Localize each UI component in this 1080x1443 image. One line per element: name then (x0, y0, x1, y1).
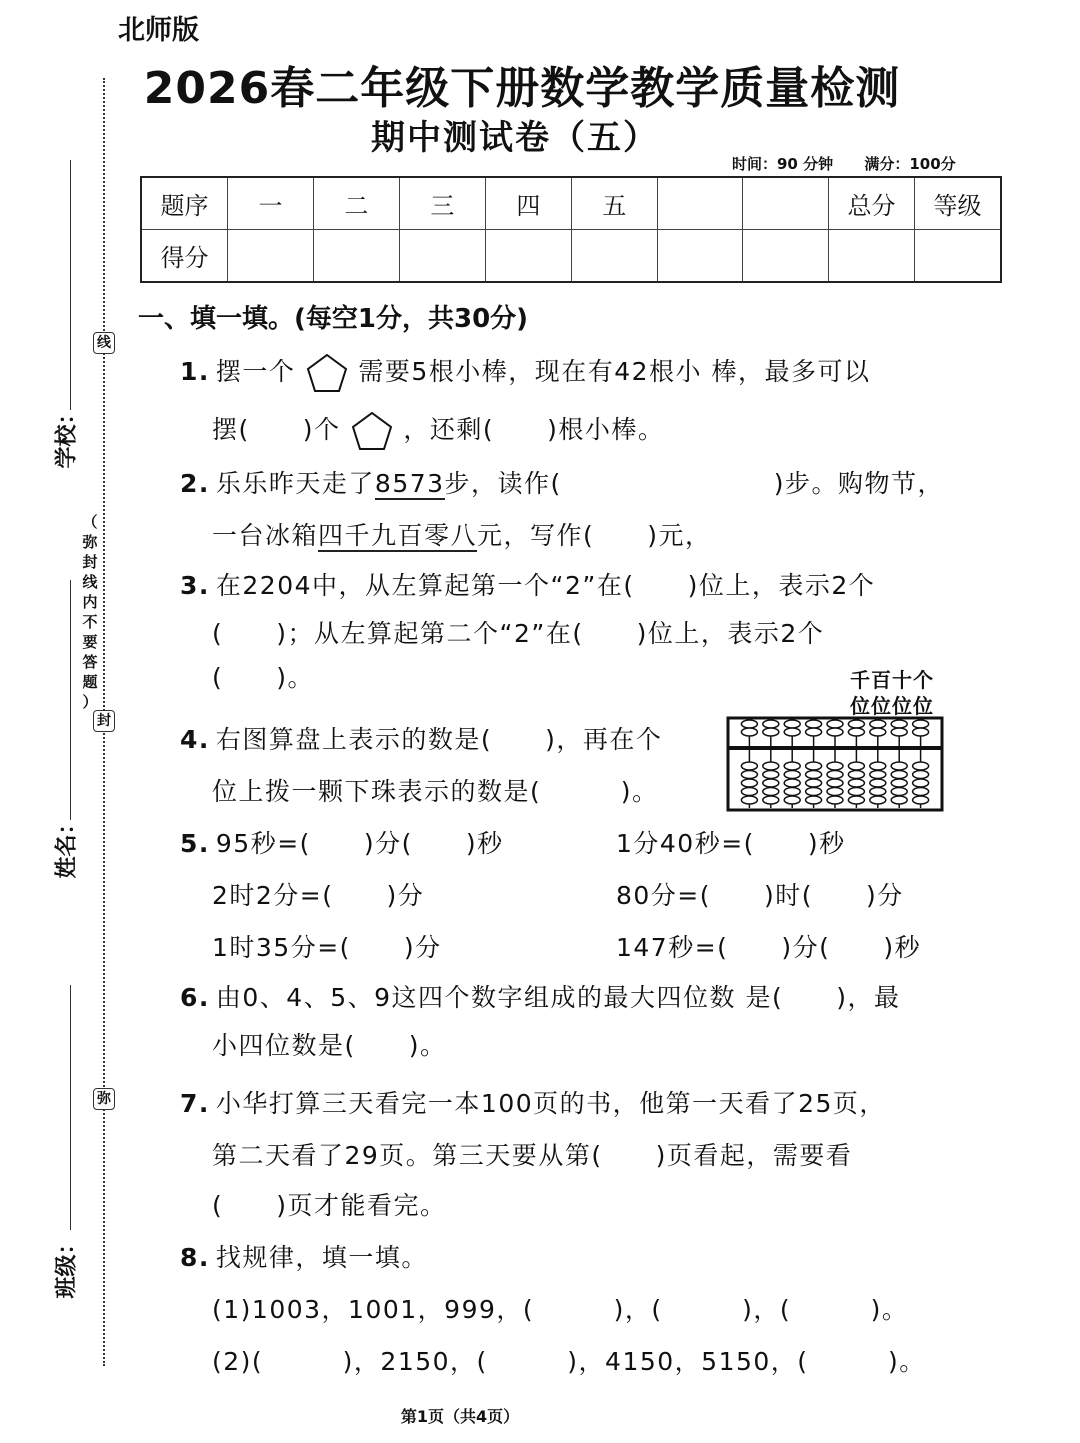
abacus-lower-bead (806, 788, 822, 796)
abacus-lower-bead (827, 788, 843, 796)
edition-label: 北师版 (118, 15, 199, 46)
table-cell: 一 (227, 177, 313, 230)
abacus-lower-bead (848, 796, 864, 804)
abacus-lower-bead (741, 788, 757, 796)
abacus-upper-bead (763, 720, 779, 728)
score-input-cell[interactable] (743, 230, 829, 283)
table-cell: 四 (485, 177, 571, 230)
exam-time: 时间：90 分钟 (732, 155, 834, 173)
table-cell: 等级 (914, 177, 1001, 230)
question-5-line-1: 5. 95秒=( )分( )秒 (180, 829, 504, 858)
binding-mark-feng: 封 (93, 710, 115, 732)
question-5-right-2: 80分=( )时( )分 (616, 881, 904, 910)
abacus-lower-bead (784, 762, 800, 770)
score-table-score-row (141, 230, 1001, 283)
question-8-line-3: (2)( )，2150，( )，4150，5150，( )。 (212, 1347, 926, 1376)
question-8-line-1: 8. 找规律，填一填。 (180, 1243, 428, 1272)
abacus-lower-bead (913, 762, 929, 770)
question-3-line-1: 3. 在2204中，从左算起第一个“2”在( )位上，表示2个 (180, 571, 876, 600)
abacus-lower-bead (848, 779, 864, 787)
abacus-lower-bead (891, 779, 907, 787)
table-cell: 总分 (828, 177, 914, 230)
question-1-line-2: 摆( )个 ，还剩( )根小棒。 (212, 410, 664, 452)
abacus-upper-bead (827, 720, 843, 728)
abacus-lower-bead (891, 788, 907, 796)
abacus-lower-bead (784, 771, 800, 779)
class-write-line (70, 985, 71, 1230)
pentagon-icon (350, 410, 394, 452)
abacus-lower-bead (848, 771, 864, 779)
abacus-lower-bead (870, 779, 886, 787)
abacus-lower-bead (848, 788, 864, 796)
class-label: 班级： (54, 1232, 80, 1299)
exam-meta (732, 153, 982, 174)
abacus-lower-bead (741, 762, 757, 770)
abacus-lower-bead (806, 762, 822, 770)
question-7-line-3: ( )页才能看完。 (212, 1191, 447, 1220)
question-7-line-1: 7. 小华打算三天看完一本100页的书，他第一天看了25页， (180, 1089, 886, 1118)
section-heading: 一、填一填。(每空1分，共30分) (138, 304, 529, 334)
score-input-cell[interactable] (485, 230, 571, 283)
abacus-upper-bead (913, 728, 929, 736)
abacus-upper-bead (870, 728, 886, 736)
abacus-upper-bead (806, 728, 822, 736)
binding-notice: （ 弥 封 线 内 不 要 答 题 ） (82, 513, 98, 711)
abacus-upper-bead (806, 720, 822, 728)
page-title: 2026春二年级下册数学教学质量检测 (143, 63, 901, 114)
abacus-lower-bead (763, 788, 779, 796)
question-4-line-1: 4. 右图算盘上表示的数是( )，再在个 (180, 725, 663, 754)
score-input-cell[interactable] (227, 230, 313, 283)
abacus-lower-bead (741, 771, 757, 779)
abacus-upper-bead (763, 728, 779, 736)
abacus-lower-bead (741, 796, 757, 804)
name-label: 姓名： (54, 812, 80, 879)
abacus-upper-bead (891, 728, 907, 736)
table-cell (743, 177, 829, 230)
table-cell: 三 (399, 177, 485, 230)
question-5-line-3: 1时35分=( )分 (212, 933, 442, 962)
abacus-lower-bead (827, 779, 843, 787)
score-input-cell[interactable] (914, 230, 1001, 283)
score-input-cell[interactable] (571, 230, 657, 283)
abacus-lower-bead (806, 796, 822, 804)
abacus-upper-bead (741, 720, 757, 728)
pentagon-icon (305, 352, 349, 394)
question-3-line-3: ( )。 (212, 663, 315, 692)
abacus-upper-bead (848, 720, 864, 728)
name-write-line (70, 580, 71, 820)
exam-full-score: 满分：100分 (864, 155, 956, 173)
abacus-lower-bead (763, 771, 779, 779)
abacus-lower-bead (741, 779, 757, 787)
abacus-figure (726, 716, 944, 812)
abacus-upper-bead (870, 720, 886, 728)
page-footer: 第1页（共4页） (400, 1407, 520, 1426)
abacus-lower-bead (763, 796, 779, 804)
abacus-lower-bead (763, 779, 779, 787)
question-3-line-2: ( )；从左算起第二个“2”在( )位上，表示2个 (212, 619, 825, 648)
binding-mark-xian: 线 (93, 332, 115, 354)
abacus-lower-bead (827, 762, 843, 770)
question-7-line-2: 第二天看了29页。第三天要从第( )页看起，需要看 (212, 1141, 853, 1170)
question-4-line-2: 位上拨一颗下珠表示的数是( )。 (212, 777, 659, 806)
abacus-lower-bead (913, 788, 929, 796)
abacus-lower-bead (784, 796, 800, 804)
score-table (140, 176, 1002, 283)
abacus-lower-bead (870, 771, 886, 779)
page-subtitle: 期中测试卷（五） (371, 118, 659, 158)
abacus-lower-bead (763, 762, 779, 770)
abacus-lower-bead (848, 762, 864, 770)
question-5-right-1: 1分40秒=( )秒 (616, 829, 846, 858)
abacus-lower-bead (891, 796, 907, 804)
question-6-line-1: 6. 由0、4、5、9这四个数字组成的最大四位数 是( )，最 (180, 983, 901, 1012)
score-input-cell[interactable] (313, 230, 399, 283)
abacus-lower-bead (827, 771, 843, 779)
abacus-upper-bead (741, 728, 757, 736)
question-2-line-1: 2. 乐乐昨天走了8573步，读作( )步。购物节， (180, 469, 945, 498)
score-input-cell[interactable] (828, 230, 914, 283)
abacus-lower-bead (784, 788, 800, 796)
table-cell (657, 177, 743, 230)
abacus-lower-bead (913, 779, 929, 787)
school-write-line (70, 160, 71, 410)
abacus-upper-bead (784, 720, 800, 728)
table-cell: 五 (571, 177, 657, 230)
binding-mark-mi: 弥 (93, 1088, 115, 1110)
abacus-lower-bead (891, 762, 907, 770)
question-5-line-2: 2时2分=( )分 (212, 881, 425, 910)
abacus-lower-bead (784, 779, 800, 787)
abacus-label-top: 千百十个 (850, 668, 934, 692)
question-5-right-3: 147秒=( )分( )秒 (616, 933, 922, 962)
abacus-label-bottom: 位位位位 (850, 694, 934, 718)
score-input-cell[interactable] (399, 230, 485, 283)
score-table-header-row (141, 177, 1001, 230)
table-cell: 得分 (141, 230, 227, 283)
abacus-lower-bead (913, 771, 929, 779)
score-input-cell[interactable] (657, 230, 743, 283)
abacus-lower-bead (913, 796, 929, 804)
abacus-lower-bead (806, 779, 822, 787)
abacus-upper-bead (827, 728, 843, 736)
abacus-lower-bead (806, 771, 822, 779)
question-1-line-1: 1. 摆一个 需要5根小棒，现在有42根小 棒，最多可以 (180, 352, 871, 394)
question-8-line-2: (1)1003，1001，999，( )，( )，( )。 (212, 1295, 909, 1324)
abacus-upper-bead (784, 728, 800, 736)
table-cell: 二 (313, 177, 399, 230)
abacus-upper-bead (891, 720, 907, 728)
school-label: 学校： (54, 402, 80, 469)
abacus-lower-bead (827, 796, 843, 804)
question-2-line-2: 一台冰箱四千九百零八元，写作( )元， (212, 521, 712, 550)
abacus-upper-bead (848, 728, 864, 736)
abacus-lower-bead (870, 762, 886, 770)
table-cell: 题序 (141, 177, 227, 230)
abacus-lower-bead (870, 788, 886, 796)
abacus-lower-bead (870, 796, 886, 804)
question-6-line-2: 小四位数是( )。 (212, 1031, 447, 1060)
abacus-lower-bead (891, 771, 907, 779)
abacus-upper-bead (913, 720, 929, 728)
